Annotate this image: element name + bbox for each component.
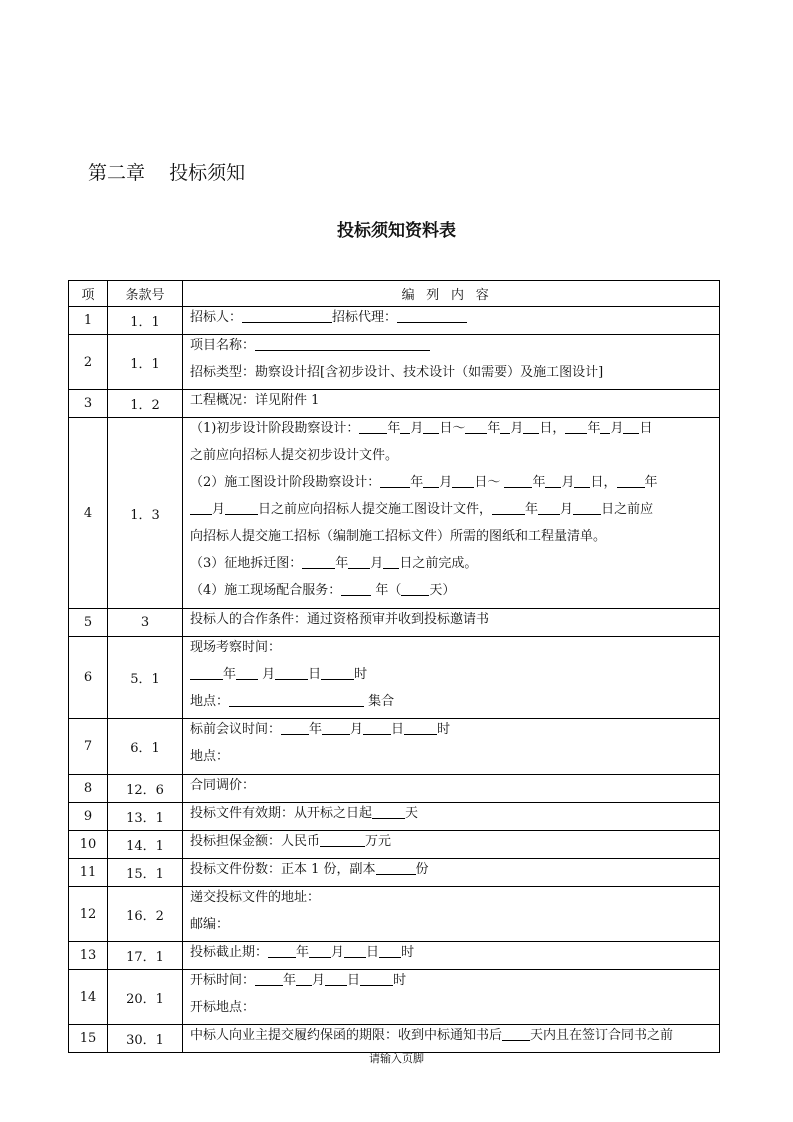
content-text: 月 xyxy=(258,667,276,682)
table-row xyxy=(69,831,720,859)
content-text: 月 xyxy=(350,722,364,737)
content-text: 月 xyxy=(370,556,384,571)
content-line xyxy=(190,496,719,523)
fill-in-blank[interactable] xyxy=(538,499,560,515)
item-number: 3 xyxy=(69,390,108,418)
content-text: 地点： xyxy=(190,749,230,764)
fill-in-blank[interactable] xyxy=(341,580,371,596)
table-row xyxy=(69,307,720,335)
clause-number: 20．1 xyxy=(108,970,183,1025)
content-text: 日， xyxy=(539,421,566,436)
content-text: 年 xyxy=(525,502,539,517)
content-line xyxy=(190,415,719,442)
content-text: 年 xyxy=(387,421,401,436)
content-cell xyxy=(183,418,720,609)
clause-number: 14．1 xyxy=(108,831,183,859)
table-row xyxy=(69,970,720,1025)
content-text: 月 xyxy=(561,475,575,490)
content-cell xyxy=(183,1025,720,1053)
content-line xyxy=(190,828,719,855)
content-line xyxy=(190,967,719,994)
clause-number: 12．6 xyxy=(108,775,183,803)
table-row xyxy=(69,775,720,803)
fill-in-blank[interactable] xyxy=(623,418,639,434)
clause-number: 1．2 xyxy=(108,390,183,418)
content-text: 标前会议时间： xyxy=(190,722,282,737)
content-line xyxy=(190,634,719,661)
fill-in-blank[interactable] xyxy=(296,970,312,986)
fill-in-blank[interactable] xyxy=(452,472,474,488)
fill-in-blank[interactable] xyxy=(492,499,525,515)
content-cell xyxy=(183,609,720,637)
content-text: 开标地点： xyxy=(190,1000,256,1015)
header-content: 编列内容 xyxy=(183,281,720,307)
clause-number: 6．1 xyxy=(108,719,183,775)
content-cell xyxy=(183,637,720,719)
header-item: 项 xyxy=(69,281,108,307)
fill-in-blank[interactable] xyxy=(344,942,366,958)
item-number: 12 xyxy=(69,887,108,942)
content-line xyxy=(190,884,719,911)
fill-in-blank[interactable] xyxy=(302,553,335,569)
table-row xyxy=(69,390,720,418)
clause-number: 1．3 xyxy=(108,418,183,609)
table-row xyxy=(69,942,720,970)
content-text: 投标文件有效期：从开标之日起 xyxy=(190,806,373,821)
item-number: 9 xyxy=(69,803,108,831)
content-text: 月 xyxy=(560,502,574,517)
item-number: 4 xyxy=(69,418,108,609)
content-text: 之前应向招标人提交初步设计文件。 xyxy=(190,448,399,463)
content-text: 年 xyxy=(410,475,424,490)
content-cell xyxy=(183,887,720,942)
fill-in-blank[interactable] xyxy=(190,664,223,680)
content-text: 日之前应向招标人提交施工图设计文件， xyxy=(258,502,493,517)
content-text: 份 xyxy=(415,862,429,877)
content-text: 年 xyxy=(283,973,297,988)
content-text: 时 xyxy=(393,973,407,988)
content-cell xyxy=(183,390,720,418)
fill-in-blank[interactable] xyxy=(225,499,258,515)
content-line xyxy=(190,994,719,1021)
content-text: 投标担保金额：人民币 xyxy=(190,834,321,849)
bidding-info-table xyxy=(68,280,720,1053)
fill-in-blank[interactable] xyxy=(320,831,365,847)
clause-number: 3 xyxy=(108,609,183,637)
content-text: 天 xyxy=(405,806,419,821)
table-row xyxy=(69,887,720,942)
fill-in-blank[interactable] xyxy=(372,803,405,819)
item-number: 8 xyxy=(69,775,108,803)
content-text: 年 xyxy=(587,421,601,436)
content-text: （1)初步设计阶段勘察设计： xyxy=(190,421,360,436)
clause-number: 13．1 xyxy=(108,803,183,831)
content-line xyxy=(190,332,719,359)
item-number: 13 xyxy=(69,942,108,970)
fill-in-blank[interactable] xyxy=(600,418,610,434)
content-cell xyxy=(183,859,720,887)
content-cell xyxy=(183,831,720,859)
fill-in-blank[interactable] xyxy=(380,472,410,488)
content-text: 招标类型：勘察设计招[含初步设计、技术设计（如需要）及施工图设计] xyxy=(190,365,604,380)
fill-in-blank[interactable] xyxy=(236,664,258,680)
content-text: 日 xyxy=(391,722,405,737)
content-line xyxy=(190,1022,719,1049)
item-number: 11 xyxy=(69,859,108,887)
content-cell xyxy=(183,719,720,775)
fill-in-blank[interactable] xyxy=(379,942,401,958)
fill-in-blank[interactable] xyxy=(502,1025,530,1041)
fill-in-blank[interactable] xyxy=(573,499,601,515)
fill-in-blank[interactable] xyxy=(322,719,350,735)
content-line xyxy=(190,743,719,770)
content-line xyxy=(190,688,719,715)
clause-number: 1．1 xyxy=(108,307,183,335)
table-row xyxy=(69,637,720,719)
fill-in-blank[interactable] xyxy=(321,664,354,680)
content-text: 月 xyxy=(312,973,326,988)
content-text: 开标时间： xyxy=(190,973,256,988)
content-text: 年 xyxy=(296,945,310,960)
fill-in-blank[interactable] xyxy=(423,472,439,488)
content-text: 日～ xyxy=(474,475,505,490)
table-row xyxy=(69,719,720,775)
content-text: 日之前完成。 xyxy=(399,556,478,571)
fill-in-blank[interactable] xyxy=(359,418,387,434)
content-text: 年 xyxy=(532,475,546,490)
fill-in-blank[interactable] xyxy=(404,719,437,735)
content-cell xyxy=(183,307,720,335)
clause-number: 16．2 xyxy=(108,887,183,942)
fill-in-blank[interactable] xyxy=(565,418,587,434)
fill-in-blank[interactable] xyxy=(617,472,645,488)
content-line xyxy=(190,577,719,604)
content-text: 日 xyxy=(308,667,322,682)
content-line xyxy=(190,856,719,883)
content-text: 年（ xyxy=(371,583,402,598)
content-text: 向招标人提交施工招标（编制施工招标文件）所需的图纸和工程量清单。 xyxy=(190,529,607,544)
content-line xyxy=(190,469,719,496)
content-line xyxy=(190,304,719,331)
table-row xyxy=(69,803,720,831)
fill-in-blank[interactable] xyxy=(500,418,510,434)
fill-in-blank[interactable] xyxy=(523,418,539,434)
content-line xyxy=(190,523,719,550)
fill-in-blank[interactable] xyxy=(397,307,467,323)
content-text: 日， xyxy=(590,475,617,490)
content-text: 招标代理： xyxy=(332,310,398,325)
clause-number: 1．1 xyxy=(108,335,183,390)
header-clause: 条款号 xyxy=(108,281,183,307)
fill-in-blank[interactable] xyxy=(376,859,416,875)
fill-in-blank[interactable] xyxy=(255,335,430,351)
content-text: （4）施工现场配合服务： xyxy=(190,583,342,598)
content-text: 递交投标文件的地址： xyxy=(190,890,321,905)
content-cell xyxy=(183,970,720,1025)
clause-number: 17．1 xyxy=(108,942,183,970)
content-text: 现场考察时间： xyxy=(190,640,282,655)
content-line xyxy=(190,911,719,938)
page-footer: 请输入页脚 xyxy=(369,1052,424,1065)
content-text: 日之前应 xyxy=(601,502,654,517)
item-number: 10 xyxy=(69,831,108,859)
content-text: （3）征地拆迁图： xyxy=(190,556,303,571)
content-text: 月 xyxy=(331,945,345,960)
content-line xyxy=(190,606,719,633)
content-line xyxy=(190,442,719,469)
clause-number: 30．1 xyxy=(108,1025,183,1053)
content-cell xyxy=(183,942,720,970)
content-line xyxy=(190,716,719,743)
content-text: 工程概况：详见附件 1 xyxy=(190,393,320,408)
content-line xyxy=(190,661,719,688)
fill-in-blank[interactable] xyxy=(229,691,364,707)
content-text: 招标人： xyxy=(190,310,243,325)
fill-in-blank[interactable] xyxy=(325,970,347,986)
content-text: 合同调价： xyxy=(190,778,256,793)
fill-in-blank[interactable] xyxy=(360,970,393,986)
content-line xyxy=(190,772,719,799)
content-text: 投标文件份数：正本 1 份，副本 xyxy=(190,862,376,877)
document-title: 投标须知资料表 xyxy=(337,221,456,241)
content-line xyxy=(190,550,719,577)
content-text: 年 xyxy=(644,475,658,490)
content-text: 日 xyxy=(639,421,653,436)
fill-in-blank[interactable] xyxy=(281,719,309,735)
item-number: 5 xyxy=(69,609,108,637)
content-text: 时 xyxy=(354,667,368,682)
fill-in-blank[interactable] xyxy=(190,499,212,515)
content-line xyxy=(190,800,719,827)
content-text: 邮编： xyxy=(190,917,230,932)
fill-in-blank[interactable] xyxy=(275,664,308,680)
content-text: 月 xyxy=(510,421,524,436)
content-text: 年 xyxy=(309,722,323,737)
fill-in-blank[interactable] xyxy=(574,472,590,488)
content-text: 投标人的合作条件：通过资格预审并收到投标邀请书 xyxy=(190,612,490,627)
content-text: 月 xyxy=(410,421,424,436)
content-text: 月 xyxy=(439,475,453,490)
content-text: 地点： xyxy=(190,694,230,709)
content-cell xyxy=(183,775,720,803)
content-text: 日 xyxy=(366,945,380,960)
content-cell xyxy=(183,335,720,390)
content-text: 天） xyxy=(429,583,456,598)
content-text: 中标人向业主提交履约保函的期限：收到中标通知书后 xyxy=(190,1028,503,1043)
clause-number: 5．1 xyxy=(108,637,183,719)
fill-in-blank[interactable] xyxy=(348,553,370,569)
content-line xyxy=(190,939,719,966)
content-text: 项目名称： xyxy=(190,338,256,353)
content-line xyxy=(190,359,719,386)
item-number: 2 xyxy=(69,335,108,390)
chapter-title: 第二章 投标须知 xyxy=(88,162,246,184)
content-line xyxy=(190,387,719,414)
content-text: 时 xyxy=(437,722,451,737)
item-number: 7 xyxy=(69,719,108,775)
content-text: 年 xyxy=(335,556,349,571)
fill-in-blank[interactable] xyxy=(545,472,561,488)
fill-in-blank[interactable] xyxy=(423,418,439,434)
fill-in-blank[interactable] xyxy=(242,307,332,323)
fill-in-blank[interactable] xyxy=(363,719,391,735)
content-text: 年 xyxy=(223,667,237,682)
fill-in-blank[interactable] xyxy=(255,970,283,986)
content-text: 日 xyxy=(347,973,361,988)
table-row xyxy=(69,335,720,390)
table-header-row xyxy=(69,281,720,307)
content-text: 月 xyxy=(610,421,624,436)
content-text: 天内且在签订合同书之前 xyxy=(530,1028,674,1043)
content-text: 投标截止期： xyxy=(190,945,269,960)
fill-in-blank[interactable] xyxy=(465,418,487,434)
item-number: 14 xyxy=(69,970,108,1025)
content-text: 集合 xyxy=(364,694,395,709)
table-row xyxy=(69,859,720,887)
fill-in-blank[interactable] xyxy=(504,472,532,488)
item-number: 1 xyxy=(69,307,108,335)
table-row xyxy=(69,418,720,609)
content-text: 万元 xyxy=(365,834,392,849)
content-text: （2）施工图设计阶段勘察设计： xyxy=(190,475,381,490)
content-text: 年 xyxy=(487,421,501,436)
table-row xyxy=(69,609,720,637)
content-cell xyxy=(183,803,720,831)
fill-in-blank[interactable] xyxy=(383,553,399,569)
fill-in-blank[interactable] xyxy=(268,942,296,958)
content-text: 时 xyxy=(401,945,415,960)
item-number: 15 xyxy=(69,1025,108,1053)
fill-in-blank[interactable] xyxy=(401,580,429,596)
clause-number: 15．1 xyxy=(108,859,183,887)
fill-in-blank[interactable] xyxy=(400,418,410,434)
content-text: 月 xyxy=(212,502,226,517)
table-row xyxy=(69,1025,720,1053)
fill-in-blank[interactable] xyxy=(309,942,331,958)
item-number: 6 xyxy=(69,637,108,719)
content-text: 日～ xyxy=(439,421,466,436)
